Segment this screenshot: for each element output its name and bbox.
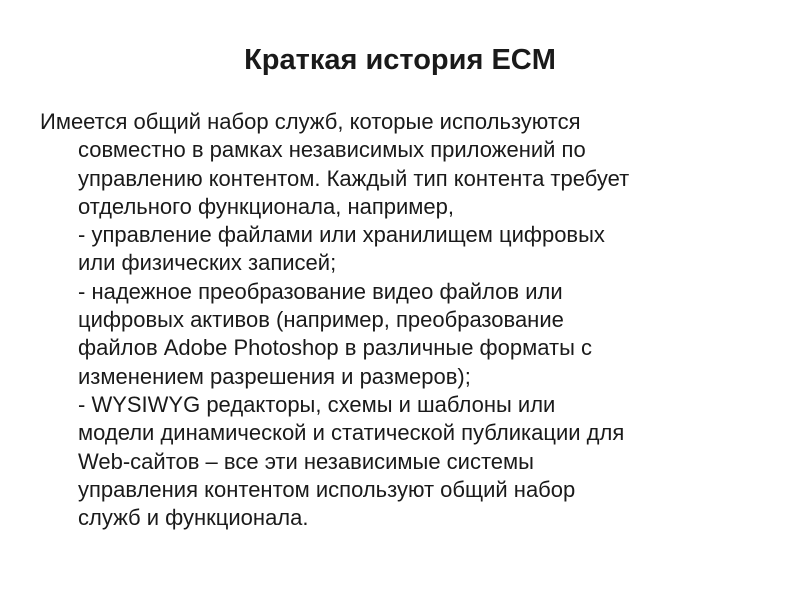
body-line: совместно в рамках независимых приложений по — [78, 137, 586, 163]
body-line: управления контентом используют общий набор — [78, 476, 576, 502]
body-line: изменением разрешения и размеров); — [78, 363, 471, 389]
body-line: управлению контентом. Каждый тип контента требует — [78, 165, 630, 191]
body-line: - WYSIWYG редакторы, схемы и шаблоны или — [78, 391, 556, 417]
slide-title: Краткая история ECM — [244, 44, 556, 76]
body-line: Имеется общий набор служб, которые используются — [40, 109, 581, 134]
body-line: Web-сайтов – все эти независимые системы — [78, 448, 534, 474]
body-line: цифровых активов (например, преобразование — [78, 307, 564, 333]
body-line: файлов Adobe Photoshop в различные форматы с — [78, 335, 592, 361]
body-line: - управление файлами или хранилищем цифровых — [78, 222, 605, 248]
body-line: модели динамической и статической публикации для — [78, 420, 625, 446]
slide-body-text — [40, 108, 760, 532]
body-line: - надежное преобразование видео файлов или — [78, 278, 563, 304]
body-line: отдельного функционала, например, — [78, 193, 454, 219]
body-line: или физических записей; — [78, 250, 337, 276]
body-line: служб и функционала. — [78, 505, 309, 531]
